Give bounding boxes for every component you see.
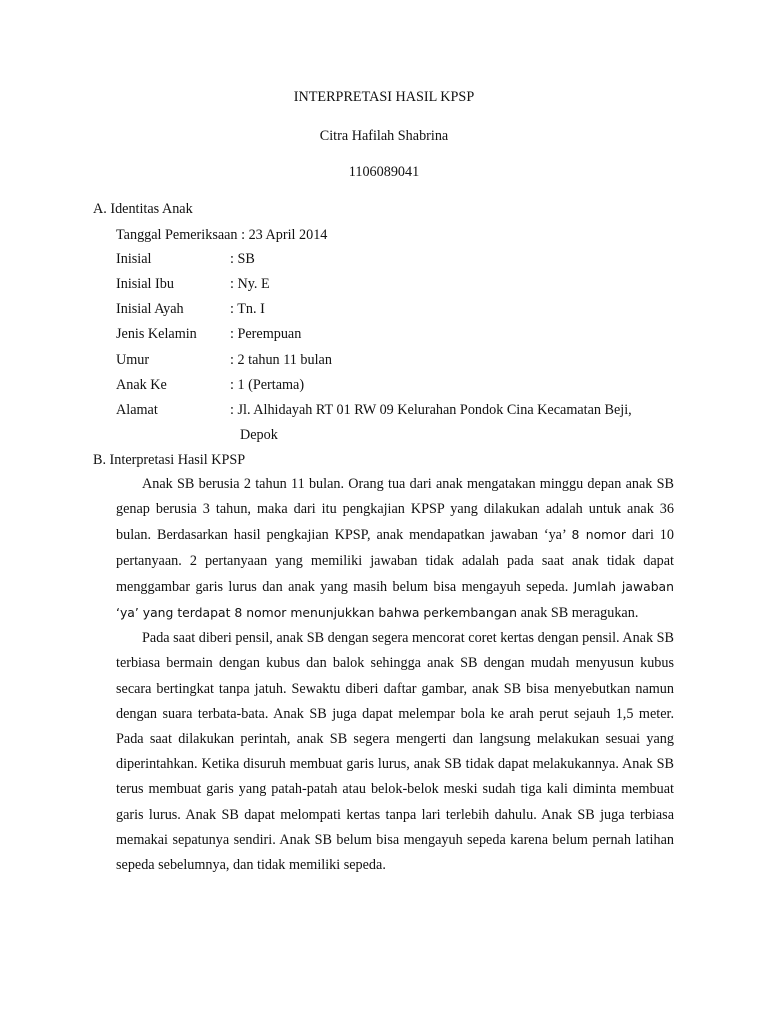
field-value: : 2 tahun 11 bulan (230, 352, 332, 368)
field-value: : SB (230, 251, 255, 267)
field-label: Inisial Ayah (116, 301, 184, 317)
paragraph-1 (116, 472, 674, 626)
field-value: : Ny. E (230, 276, 270, 292)
field-alamat (116, 401, 632, 419)
field-jenis-kelamin (116, 325, 301, 343)
field-inisial (116, 250, 255, 268)
address-continuation: Depok (240, 427, 278, 443)
paragraph-1-sans-sentence: Jumlah jawaban ‘ya’ yang terdapat 8 nomor menunjukkan bahwa perkembangan (116, 578, 674, 621)
exam-date: Tanggal Pemeriksaan : 23 April 2014 (116, 227, 328, 243)
paragraph-1-ending: anak SB meragukan. (517, 605, 639, 622)
document-title: INTERPRETASI HASIL KPSP (293, 89, 475, 105)
section-b-heading: B. Interpretasi Hasil KPSP (93, 452, 246, 468)
field-label: Inisial Ibu (116, 276, 174, 292)
field-value: : Tn. I (230, 301, 265, 317)
field-label: Jenis Kelamin (116, 326, 197, 342)
section-a-heading: A. Identitas Anak (93, 201, 193, 217)
field-value: : 1 (Pertama) (230, 377, 305, 393)
field-anak-ke (116, 376, 304, 394)
field-value: : Jl. Alhidayah RT 01 RW 09 Kelurahan Pondok Cina Kecamatan Beji, (230, 402, 632, 418)
author-name: Citra Hafilah Shabrina (319, 128, 449, 144)
field-label: Umur (116, 352, 150, 368)
student-id: 1106089041 (348, 164, 420, 180)
paragraph-1-text: Anak SB berusia 2 tahun 11 bulan. Orang tua dari anak mengatakan minggu depan anak SB genap berusia 3 tahun, maka dari itu pengkajian KPSP yang dilakukan adalah untuk anak 36 bulan. Berdasarkan hasil pengkajian KPSP, anak mendapatkan jawaban ‘ya’ (116, 476, 674, 544)
field-inisial-ibu (116, 275, 270, 293)
field-label: Anak Ke (116, 377, 167, 393)
field-label: Alamat (116, 402, 158, 418)
interpretation-body (116, 472, 674, 878)
paragraph-1-text-cont: dari 10 pertanyaan. 2 pertanyaan yang memiliki jawaban tidak adalah pada saat anak tidak dapat menggambar garis lurus dan anak yang masih belum bisa mengayuh sepeda. (116, 527, 674, 595)
field-inisial-ayah (116, 300, 265, 318)
field-label: Inisial (116, 251, 152, 267)
paragraph-2: Pada saat diberi pensil, anak SB dengan segera mencorat coret kertas dengan pensil. Anak SB terbiasa bermain dengan kubus dan balok sehingga anak SB dengan mudah menyusun kubus secara bertingkat tanpa jatuh. Sewaktu diberi daftar gambar, anak SB bisa menyebutkan namun dengan suara terbata-bata. Anak SB juga dapat melempar bola ke arah perut sejauh 1,5 meter. Pada saat dilakukan perintah, anak SB segera mengerti dan langsung melakukan sesuai yang diperintahkan. Ketika disuruh membuat garis lurus, anak SB tidak dapat melakukannya. Anak SB terus membuat garis yang patah-patah atau belok-belok meski sudah tiga kali diminta membuat garis lurus. Anak SB dapat melompati kertas tanpa lari terlebih dahulu. Anak SB juga terbiasa memakai sepatunya sendiri. Anak SB belum bisa mengayuh sepeda karena belum pernah latihan sepeda sebelumnya, dan tidak memiliki sepeda. (116, 630, 674, 874)
paragraph-1-number: 8 nomor (571, 527, 626, 543)
field-umur (116, 351, 332, 369)
field-value: : Perempuan (230, 326, 302, 342)
